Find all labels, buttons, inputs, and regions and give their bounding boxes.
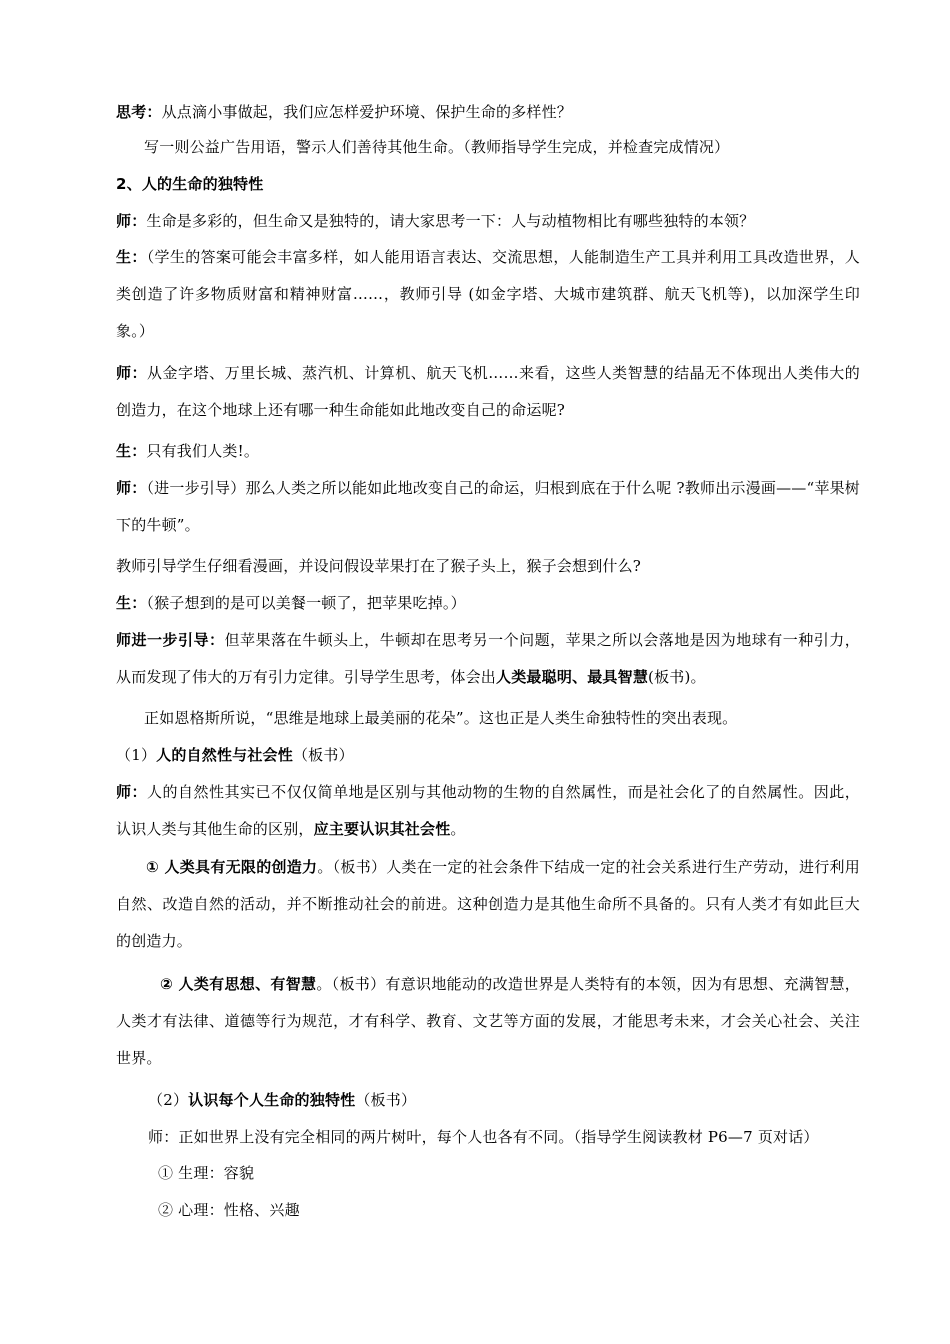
- point-wisdom: ② 人类有思想、有智慧: [160, 975, 317, 993]
- label-student: 生：: [116, 594, 147, 612]
- paragraph-engels: [116, 700, 860, 737]
- text-student-3: （猴子想到的是可以美餐一顿了，把苹果吃掉。）: [146, 594, 466, 612]
- paragraph-teacher-2: [116, 355, 860, 429]
- label-teacher: 师：: [116, 783, 148, 801]
- paragraph-teacher-1: [116, 203, 860, 240]
- text-teacher-further: 但苹果落在牛顿头上，牛顿却在思考另一个问题，苹果之所以会落地是因为地球有一种引力，从而发现了伟大的万有引力定律。引导学生思考，体会出: [116, 631, 860, 686]
- text-think: 从点滴小事做起，我们应怎样爱护环境、保护生命的多样性？: [161, 103, 573, 121]
- subheading-note: （板书）: [292, 746, 354, 764]
- text-teacher-2: 从金字塔、万里长城、蒸汽机、计算机、航天飞机……来看，这些人类智慧的结晶无不体现出人类伟大的创造力，在这个地球上还有哪一种生命能如此地改变自己的命运呢?: [116, 364, 860, 419]
- text-creativity: 。（板书）人类在一定的社会条件下结成一定的社会关系进行生产劳动，进行利用自然、改造自然的活动，并不断推动社会的前进。这种创造力是其他生命所不具备的。只有人类才有如此巨大的创造力。: [116, 858, 860, 950]
- emphasis-smartest: 人类最聪明、最具智慧: [496, 668, 649, 686]
- paragraph-comic-guide: [116, 548, 860, 585]
- subheading-title: 人的自然性与社会性: [156, 746, 293, 764]
- paragraph-student-3: [116, 585, 860, 622]
- label-teacher-further: 师进一步引导：: [116, 631, 225, 649]
- paragraph-teacher-3: [116, 470, 860, 544]
- paragraph-student-1: [116, 239, 860, 350]
- list-item-psychology: [158, 1192, 858, 1229]
- subheading-number: （1）: [116, 746, 157, 764]
- subheading-note: （板书）: [355, 1091, 417, 1109]
- text-leaves: 师：正如世界上没有完全相同的两片树叶，每个人也各有不同。（指导学生阅读教材 P6—7 页对话）: [148, 1128, 819, 1146]
- text-ad-slogan: 写一则公益广告用语，警示人们善待其他生命。（教师指导学生完成，并检查完成情况）: [144, 138, 730, 156]
- text-teacher-nature-tail: 。: [450, 820, 466, 838]
- subheading-nature-society: [116, 737, 860, 774]
- list-item-physiology: [158, 1155, 858, 1192]
- text-teacher-1: 生命是多彩的，但生命又是独特的，请大家思考一下：人与动植物相比有哪些独特的本领？: [146, 212, 755, 230]
- section-heading: 2、人的生命的独特性: [116, 175, 264, 193]
- label-teacher: 师：: [116, 212, 147, 230]
- text-teacher-further-tail: (板书)。: [648, 668, 706, 686]
- text-psychology: ② 心理：性格、兴趣: [158, 1201, 300, 1219]
- label-teacher: 师：: [116, 364, 148, 382]
- paragraph-leaves: [148, 1119, 860, 1156]
- paragraph-wisdom: [116, 966, 860, 1077]
- text-engels: 正如恩格斯所说，“思维是地球上最美丽的花朵”。这也正是人类生命独特性的突出表现。: [144, 709, 738, 727]
- label-student: 生：: [116, 248, 147, 266]
- label-think: 思考：: [116, 103, 162, 121]
- paragraph-ad-slogan: [116, 129, 860, 166]
- subheading-title: 认识每个人生命的独特性: [188, 1091, 356, 1109]
- text-student-2: 只有我们人类!。: [146, 442, 260, 460]
- text-teacher-3: （进一步引导）那么人类之所以能如此地改变自己的命运，归根到底在于什么呢 ?教师出示漫画——“苹果树下的牛顿”。: [116, 479, 860, 534]
- point-creativity: ① 人类具有无限的创造力: [146, 858, 318, 876]
- emphasis-society: 应主要认识其社会性: [313, 820, 451, 838]
- text-teacher-nature: 人的自然性其实已不仅仅简单地是区别与其他动物的生物的自然属性，而是社会化了的自然属性。因此，认识人类与其他生命的区别，: [116, 783, 860, 838]
- text-comic-guide: 教师引导学生仔细看漫画，并设问假设苹果打在了猴子头上，猴子会想到什么?: [116, 557, 642, 575]
- label-student: 生：: [116, 442, 147, 460]
- paragraph-creativity: [116, 849, 860, 960]
- text-student-1: （学生的答案可能会丰富多样，如人能用语言表达、交流思想，人能制造生产工具并利用工具改造世界，人类创造了许多物质财富和精神财富……，教师引导 (如金字塔、大城市建筑群、航天飞机等)，以加深学生印象。）: [116, 248, 861, 340]
- paragraph-teacher-nature: [116, 774, 860, 848]
- text-physiology: ① 生理：容貌: [158, 1164, 255, 1182]
- subheading-individual: [148, 1082, 860, 1119]
- label-teacher: 师：: [116, 479, 147, 497]
- paragraph-think: [116, 94, 860, 131]
- paragraph-student-2: [116, 433, 860, 470]
- text-wisdom: 。（板书）有意识地能动的改造世界是人类特有的本领，因为有思想、充满智慧，人类才有法律、道德等行为规范，才有科学、教育、文艺等方面的发展，才能思考未来，才会关心社会、关注世界。: [116, 975, 860, 1067]
- subheading-number: （2）: [148, 1091, 189, 1109]
- paragraph-teacher-further: [116, 622, 860, 696]
